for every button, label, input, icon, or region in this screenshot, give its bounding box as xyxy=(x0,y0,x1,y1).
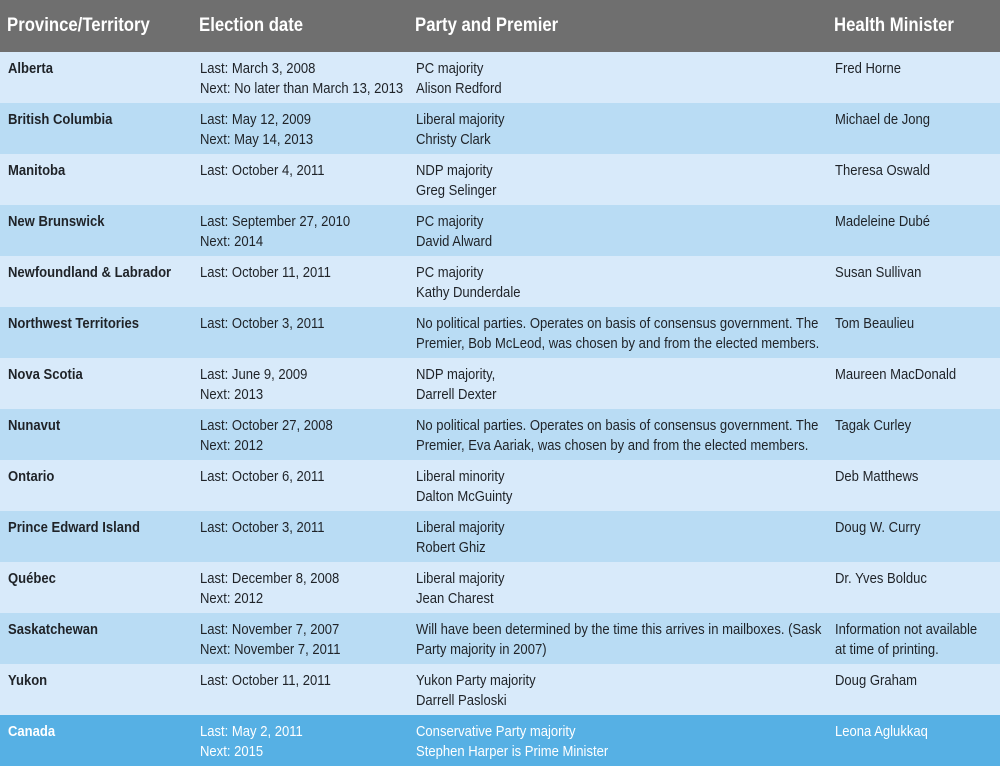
minister-line: Doug Graham xyxy=(835,673,917,689)
party-cell-content xyxy=(416,518,782,558)
election-cell xyxy=(192,307,408,358)
election-line: Last: October 11, 2011 xyxy=(200,265,331,281)
province-name: Newfoundland & Labrador xyxy=(8,265,172,281)
election-line: Next: 2014 xyxy=(200,234,264,250)
minister-cell xyxy=(827,52,1000,103)
election-line: Last: October 4, 2011 xyxy=(200,163,325,179)
province-name: Québec xyxy=(8,571,56,587)
party-line: Christy Clark xyxy=(416,132,491,148)
party-cell-content xyxy=(416,467,782,507)
province-cell xyxy=(0,256,192,307)
minister-line: Dr. Yves Bolduc xyxy=(835,571,927,587)
table-row xyxy=(0,103,1000,154)
party-line: Stephen Harper is Prime Minister xyxy=(416,744,609,760)
election-line: Last: May 2, 2011 xyxy=(200,724,303,740)
province-cell xyxy=(0,358,192,409)
party-cell xyxy=(408,205,827,256)
election-cell xyxy=(192,154,408,205)
minister-cell-content xyxy=(835,212,980,232)
party-cell-content xyxy=(416,161,782,201)
election-cell xyxy=(192,460,408,511)
header-party-premier: Party and Premier xyxy=(415,15,559,36)
province-name: Northwest Territories xyxy=(8,316,140,332)
header-row xyxy=(0,0,1000,52)
election-line: Last: June 9, 2009 xyxy=(200,367,308,383)
table-body xyxy=(0,52,1000,766)
party-cell-content xyxy=(416,110,782,150)
party-cell xyxy=(408,409,827,460)
party-cell-content xyxy=(416,416,819,456)
election-cell-content xyxy=(200,671,384,691)
party-cell-content xyxy=(416,671,782,711)
election-cell xyxy=(192,613,408,664)
party-line: PC majority xyxy=(416,265,484,281)
election-line: Last: September 27, 2010 xyxy=(200,214,351,230)
minister-cell-content xyxy=(835,671,980,691)
party-line: Dalton McGuinty xyxy=(416,489,513,505)
election-line: Next: 2012 xyxy=(200,591,264,607)
party-line: Jean Charest xyxy=(416,591,494,607)
province-cell xyxy=(0,154,192,205)
minister-cell-content xyxy=(835,722,980,742)
election-cell xyxy=(192,52,408,103)
header-province: Province/Territory xyxy=(7,15,150,36)
minister-cell-content xyxy=(835,467,980,487)
table-row xyxy=(0,307,1000,358)
party-cell xyxy=(408,460,827,511)
election-cell-content xyxy=(200,212,384,252)
header-health-minister: Health Minister xyxy=(834,15,954,36)
party-line: Darrell Dexter xyxy=(416,387,497,403)
party-cell-content xyxy=(416,59,782,99)
party-cell xyxy=(408,154,827,205)
minister-cell-content xyxy=(835,161,980,181)
table-row-total xyxy=(0,715,1000,766)
minister-cell xyxy=(827,409,1000,460)
province-cell xyxy=(0,52,192,103)
party-line: Yukon Party majority xyxy=(416,673,536,689)
election-line: Last: October 11, 2011 xyxy=(200,673,331,689)
province-cell xyxy=(0,664,192,715)
election-line: Last: May 12, 2009 xyxy=(200,112,311,128)
election-cell-content xyxy=(200,722,384,762)
minister-cell-content xyxy=(835,620,980,660)
party-line: PC majority xyxy=(416,214,484,230)
party-cell-content xyxy=(416,569,782,609)
party-line: Alison Redford xyxy=(416,81,502,97)
minister-line: Deb Matthews xyxy=(835,469,919,485)
table-row xyxy=(0,256,1000,307)
table-row xyxy=(0,460,1000,511)
party-cell xyxy=(408,358,827,409)
party-cell xyxy=(408,511,827,562)
table-row xyxy=(0,613,1000,664)
minister-line: at time of printing. xyxy=(835,642,939,658)
province-name: New Brunswick xyxy=(8,214,105,230)
minister-cell-content xyxy=(835,416,980,436)
minister-cell-content xyxy=(835,263,980,283)
election-cell-content xyxy=(200,161,384,181)
party-line: Kathy Dunderdale xyxy=(416,285,521,301)
minister-cell xyxy=(827,307,1000,358)
party-line: No political parties. Operates on basis of consensus government. The xyxy=(416,316,819,332)
election-cell-content xyxy=(200,314,384,334)
election-cell-content xyxy=(200,518,384,538)
party-cell xyxy=(408,307,827,358)
minister-cell-content xyxy=(835,110,980,130)
minister-line: Fred Horne xyxy=(835,61,902,77)
party-line: Greg Selinger xyxy=(416,183,497,199)
party-line: Premier, Bob McLeod, was chosen by and from the elected members. xyxy=(416,336,820,352)
header-election-date: Election date xyxy=(199,15,304,36)
province-cell xyxy=(0,562,192,613)
party-line: Will have been determined by the time this arrives in mailboxes. (Sask xyxy=(416,622,822,638)
election-line: Next: May 14, 2013 xyxy=(200,132,314,148)
province-name: British Columbia xyxy=(8,112,113,128)
table-row xyxy=(0,409,1000,460)
minister-line: Maureen MacDonald xyxy=(835,367,957,383)
election-cell xyxy=(192,562,408,613)
table-row xyxy=(0,664,1000,715)
election-cell-content xyxy=(200,569,384,609)
province-name: Yukon xyxy=(8,673,48,689)
party-line: No political parties. Operates on basis of consensus government. The xyxy=(416,418,819,434)
election-cell-content xyxy=(200,620,384,660)
minister-cell xyxy=(827,715,1000,766)
minister-cell xyxy=(827,103,1000,154)
minister-cell-content xyxy=(835,59,980,79)
election-cell-content xyxy=(200,263,384,283)
province-cell xyxy=(0,103,192,154)
province-cell xyxy=(0,460,192,511)
province-cell xyxy=(0,613,192,664)
table-row xyxy=(0,154,1000,205)
party-line: Robert Ghiz xyxy=(416,540,486,556)
minister-line: Doug W. Curry xyxy=(835,520,921,536)
minister-line: Information not available xyxy=(835,622,978,638)
minister-line: Tom Beaulieu xyxy=(835,316,915,332)
party-cell xyxy=(408,562,827,613)
minister-cell xyxy=(827,511,1000,562)
minister-line: Theresa Oswald xyxy=(835,163,931,179)
election-cell xyxy=(192,358,408,409)
election-line: Last: November 7, 2007 xyxy=(200,622,340,638)
party-cell-content xyxy=(416,722,782,762)
province-name: Saskatchewan xyxy=(8,622,98,638)
party-line: Darrell Pasloski xyxy=(416,693,507,709)
party-line: Premier, Eva Aariak, was chosen by and from the elected members. xyxy=(416,438,809,454)
province-cell xyxy=(0,205,192,256)
party-cell-content xyxy=(416,263,782,303)
minister-cell xyxy=(827,562,1000,613)
province-name: Nova Scotia xyxy=(8,367,83,383)
party-cell-content xyxy=(416,314,820,354)
election-line: Last: March 3, 2008 xyxy=(200,61,316,77)
province-name: Canada xyxy=(8,724,56,740)
party-line: Liberal majority xyxy=(416,112,505,128)
election-line: Last: October 27, 2008 xyxy=(200,418,333,434)
election-line: Next: No later than March 13, 2013 xyxy=(200,81,404,97)
party-line: Party majority in 2007) xyxy=(416,642,547,658)
party-cell xyxy=(408,103,827,154)
province-name: Prince Edward Island xyxy=(8,520,141,536)
party-cell-content xyxy=(416,365,782,405)
minister-cell xyxy=(827,664,1000,715)
minister-cell-content xyxy=(835,518,980,538)
minister-cell xyxy=(827,460,1000,511)
minister-line: Madeleine Dubé xyxy=(835,214,931,230)
election-line: Next: 2013 xyxy=(200,387,264,403)
party-cell xyxy=(408,52,827,103)
election-cell-content xyxy=(200,110,384,150)
province-cell xyxy=(0,715,192,766)
election-cell-content xyxy=(200,416,384,456)
province-name: Ontario xyxy=(8,469,55,485)
party-cell-content xyxy=(416,212,782,252)
party-line: NDP majority, xyxy=(416,367,496,383)
party-cell xyxy=(408,256,827,307)
party-line: Liberal majority xyxy=(416,520,505,536)
province-name: Manitoba xyxy=(8,163,66,179)
party-line: Conservative Party majority xyxy=(416,724,576,740)
election-cell-content xyxy=(200,365,384,405)
minister-cell xyxy=(827,154,1000,205)
election-line: Next: 2012 xyxy=(200,438,264,454)
election-cell xyxy=(192,511,408,562)
minister-cell xyxy=(827,358,1000,409)
party-line: Liberal majority xyxy=(416,571,505,587)
minister-cell xyxy=(827,613,1000,664)
party-cell xyxy=(408,664,827,715)
election-cell xyxy=(192,103,408,154)
party-line: Liberal minority xyxy=(416,469,505,485)
election-line: Last: December 8, 2008 xyxy=(200,571,340,587)
election-cell xyxy=(192,409,408,460)
election-line: Last: October 3, 2011 xyxy=(200,316,325,332)
province-name: Nunavut xyxy=(8,418,61,434)
table-row xyxy=(0,52,1000,103)
table-header xyxy=(0,0,1000,52)
election-cell xyxy=(192,664,408,715)
party-cell xyxy=(408,613,827,664)
party-line: David Alward xyxy=(416,234,493,250)
minister-line: Leona Aglukkaq xyxy=(835,724,928,740)
election-line: Last: October 6, 2011 xyxy=(200,469,325,485)
province-cell xyxy=(0,307,192,358)
election-cell xyxy=(192,205,408,256)
election-line: Next: November 7, 2011 xyxy=(200,642,341,658)
election-cell-content xyxy=(200,467,384,487)
election-cell xyxy=(192,256,408,307)
province-name: Alberta xyxy=(8,61,53,77)
party-cell-content xyxy=(416,620,822,660)
table-row xyxy=(0,511,1000,562)
party-cell xyxy=(408,715,827,766)
minister-cell-content xyxy=(835,365,980,385)
minister-cell xyxy=(827,256,1000,307)
minister-cell xyxy=(827,205,1000,256)
party-line: NDP majority xyxy=(416,163,493,179)
party-line: PC majority xyxy=(416,61,484,77)
election-line: Last: October 3, 2011 xyxy=(200,520,325,536)
minister-cell-content xyxy=(835,569,980,589)
table-row xyxy=(0,358,1000,409)
minister-line: Michael de Jong xyxy=(835,112,931,128)
election-line: Next: 2015 xyxy=(200,744,264,760)
minister-cell-content xyxy=(835,314,980,334)
minister-line: Tagak Curley xyxy=(835,418,912,434)
table-row xyxy=(0,205,1000,256)
election-cell xyxy=(192,715,408,766)
province-cell xyxy=(0,409,192,460)
province-cell xyxy=(0,511,192,562)
minister-line: Susan Sullivan xyxy=(835,265,922,281)
election-cell-content xyxy=(200,59,404,99)
table-row xyxy=(0,562,1000,613)
